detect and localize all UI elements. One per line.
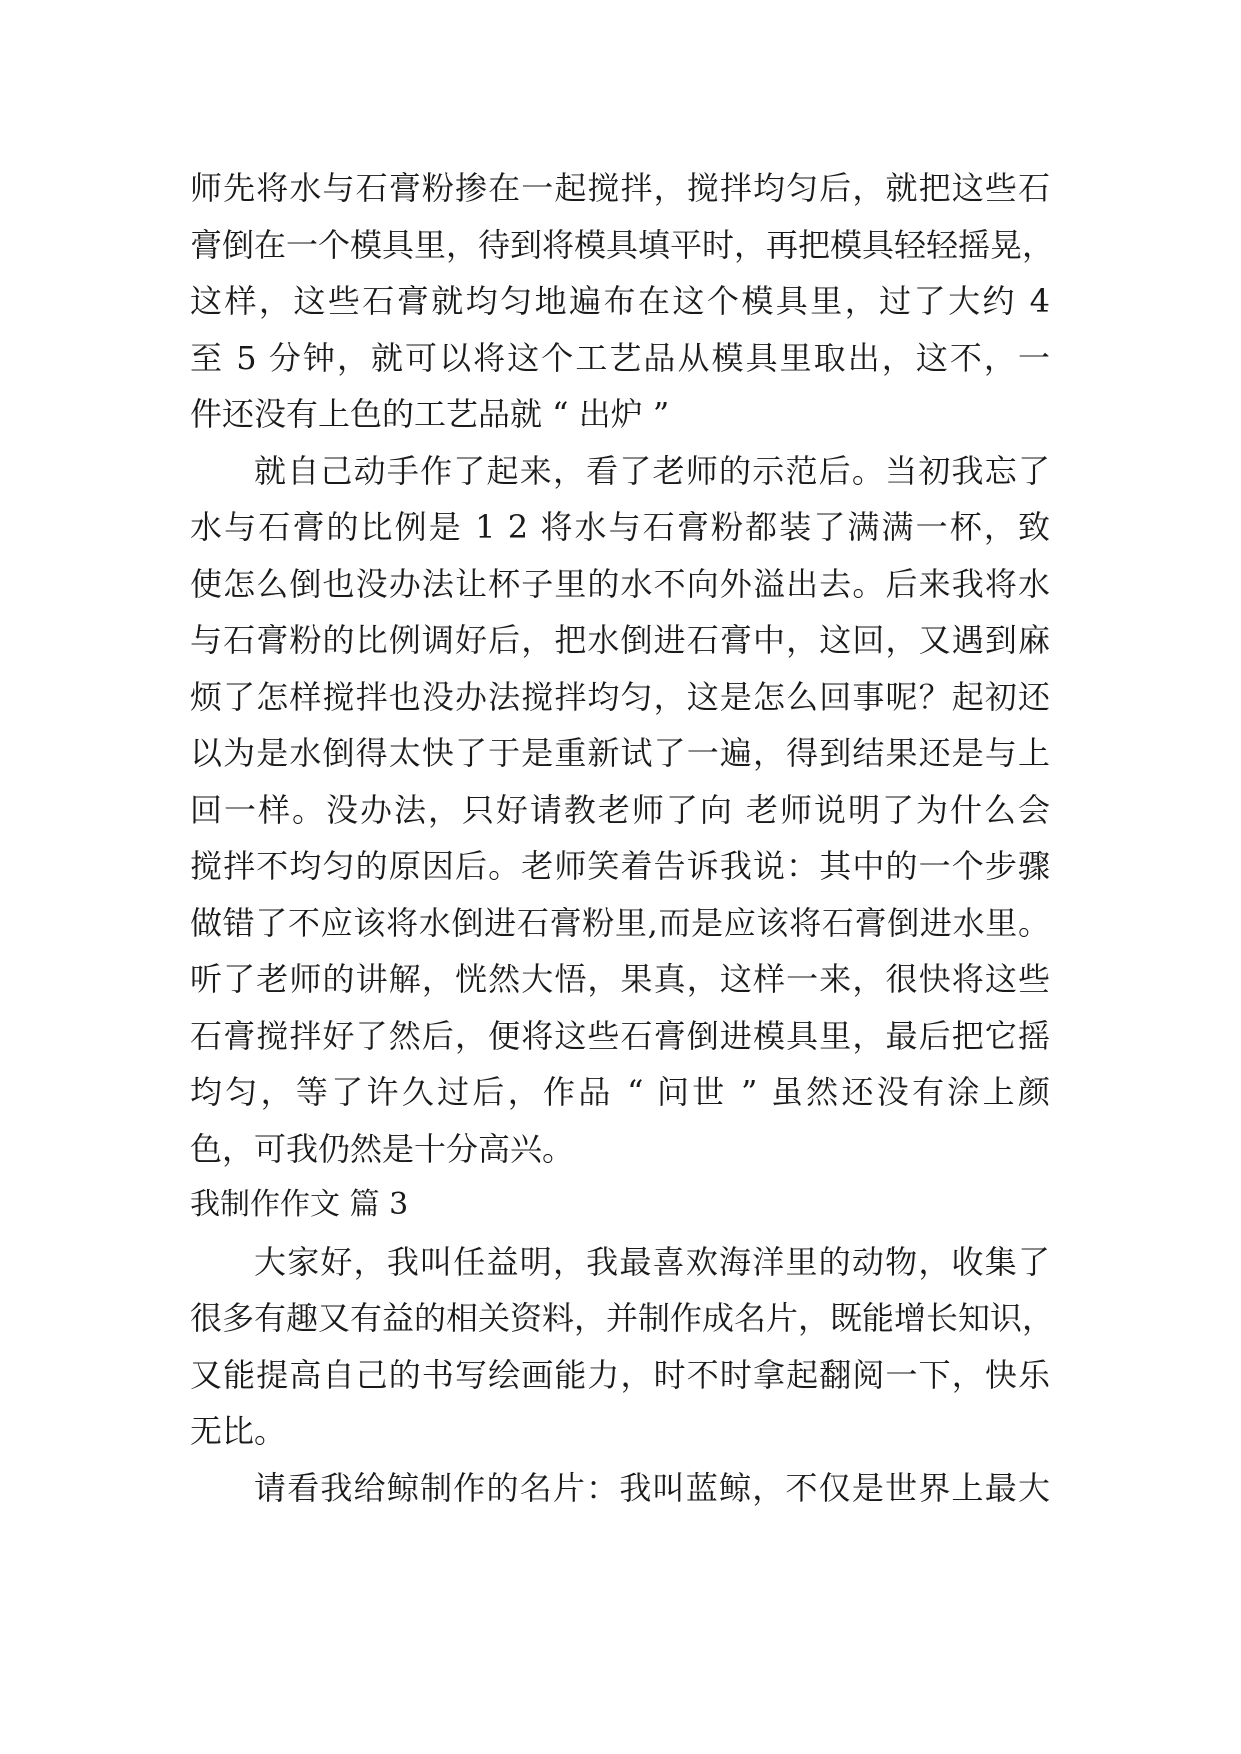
text-line: 均匀，等了许久过后，作品 “ 问世 ” 虽然还没有涂上颜: [190, 1073, 1050, 1111]
text-line: 这样，这些石膏就均匀地遍布在这个模具里，过了大约 4: [190, 282, 1050, 320]
text-line: 至 5 分钟，就可以将这个工艺品从模具里取出，这不，一: [190, 338, 1050, 377]
text-line: 使怎么倒也没办法让杯子里的水不向外溢出去。后来我将水: [190, 564, 1050, 603]
text-line: 做错了不应该将水倒进石膏粉里,而是应该将石膏倒进水里。: [190, 903, 1050, 942]
paragraph-3: [190, 1234, 1055, 1460]
text-line: 膏倒在一个模具里，待到将模具填平时，再把模具轻轻摇晃，: [190, 225, 1055, 264]
text-line: 石膏搅拌好了然后，便将这些石膏倒进模具里，最后把它摇: [190, 1016, 1050, 1055]
text-line: 听了老师的讲解，恍然大悟，果真，这样一来，很快将这些: [190, 960, 1050, 998]
text-line: 无比。: [190, 1412, 287, 1450]
text-line: 烦了怎样搅拌也没办法搅拌均匀，这是怎么回事呢？起初还: [190, 677, 1050, 716]
text-line: 就自己动手作了起来，看了老师的示范后。当初我忘了: [254, 451, 1050, 490]
text-line: 件还没有上色的工艺品就 “ 出炉 ”: [190, 395, 670, 433]
text-line: 回一样。没办法，只好请教老师了向 老师说明了为什么会: [190, 790, 1050, 829]
text-line: 请看我给鲸制作的名片：我叫蓝鲸，不仅是世界上最大: [254, 1468, 1050, 1507]
text-line: 大家好，我叫任益明，我最喜欢海洋里的动物，收集了: [254, 1242, 1050, 1281]
paragraph-2: [190, 443, 1050, 1178]
text-line: 又能提高自己的书写绘画能力，时不时拿起翻阅一下，快乐: [190, 1355, 1050, 1394]
text-line: 搅拌不均匀的原因后。老师笑着告诉我说：其中的一个步骤: [190, 847, 1050, 885]
text-line: 水与石膏的比例是 1 2 将水与石膏粉都装了满满一杯，致: [190, 508, 1050, 546]
document-body: [190, 160, 1055, 1516]
text-line: 很多有趣又有益的相关资料，并制作成名片，既能增长知识，: [190, 1299, 1055, 1337]
text-line: 以为是水倒得太快了于是重新试了一遍，得到结果还是与上: [190, 734, 1050, 772]
text-line: 师先将水与石膏粉掺在一起搅拌，搅拌均匀后，就把这些石: [190, 169, 1050, 207]
text-line: 与石膏粉的比例调好后，把水倒进石膏中，这回，又遇到麻: [190, 621, 1050, 659]
section-heading: 我制作作文 篇 3: [190, 1187, 409, 1222]
text-line: 色，可我仍然是十分高兴。: [190, 1129, 575, 1168]
paragraph-4: [190, 1460, 1050, 1517]
paragraph-1: [190, 160, 1055, 443]
